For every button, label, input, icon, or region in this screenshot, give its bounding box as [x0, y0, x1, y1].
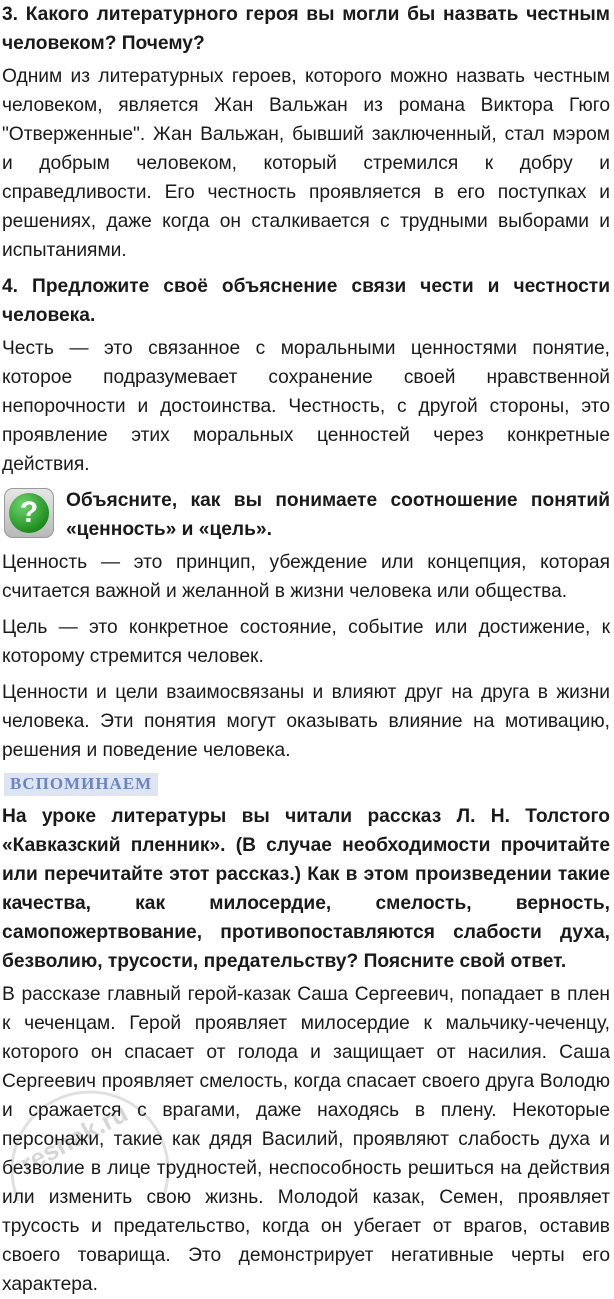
question-5: Объясните, как вы понимаете соотношение понятий «ценность» и «цель». — [66, 490, 610, 540]
question-4: 4. Предложите своё объяснение связи чести и честности человека. — [2, 276, 610, 326]
answer-3: Одним из литературных героев, которого можно назвать честным человеком, является Жан Вальжан из романа Виктора Гюго "Отверженные". Жан Вальжан, бывший заключенный, стал мэром и добрым человеком, который стремился к добру и справедливости. Его честность проявляется в его поступках и решениях, даже когда он сталкивается с трудными выборами и испытаниями. — [2, 66, 610, 261]
page — [2, 0, 610, 1299]
answer-5-paragraph: Ценность — это принцип, убеждение или концепция, которая считается важной и желанной в жизни человека или общества. — [2, 552, 610, 602]
svg-text:reshak.ru: reshak.ru — [15, 1097, 133, 1180]
answer-4: Честь — это связанное с моральными ценностями понятие, которое подразумевает сохранение своей нравственной непорочности и достоинства. Честность, с другой стороны, это проявление этих моральных ценностей через конкретные действия. — [2, 338, 610, 475]
question-3: 3. Какого литературного героя вы могли бы назвать честным человеком? Почему? — [2, 4, 610, 54]
question-5-row — [2, 486, 610, 544]
recall-question: На уроке литературы вы читали рассказ Л. Н. Толстого «Кавказский пленник». (В случае необходимости прочитайте или перечитайте этот рассказ.) Как в этом произведении такие качества, как милосердие, смелость, верность, самопожертвование, противопоставляются слабости духа, безволию, трусости, предательству? Поясните свой ответ. — [2, 806, 610, 972]
answer-5-paragraph: Ценности и цели взаимосвязаны и влияют друг на друга в жизни человека. Эти понятия могут оказывать влияние на мотивацию, решения и поведение человека. — [2, 682, 610, 761]
recall-badge: ВСПОМИНАЕМ — [4, 773, 158, 796]
question-mark-icon: ? — [4, 488, 54, 538]
answer-5-paragraph: Цель — это конкретное состояние, событие или достижение, к которому стремится человек. — [2, 617, 610, 667]
recall-answer: В рассказе главный герой-казак Саша Сергеевич, попадает в плен к чеченцам. Герой проявляет милосердие к мальчику-чеченцу, которого он спасает от голода и защищает от насилия. Саша Сергеевич проявляет смелость, когда спасает своего друга Володю и сражается с врагами, даже находясь в плену. Некоторые персонажи, такие как дядя Василий, проявляют слабость духа и безволие в лице трудностей, неспособность решиться на действия или изменить свою жизнь. Молодой казак, Семен, проявляет трусость и предательство, когда он убегает от врагов, оставив своего товарища. Это демонстрирует негативные черты его характера. — [2, 984, 610, 1295]
